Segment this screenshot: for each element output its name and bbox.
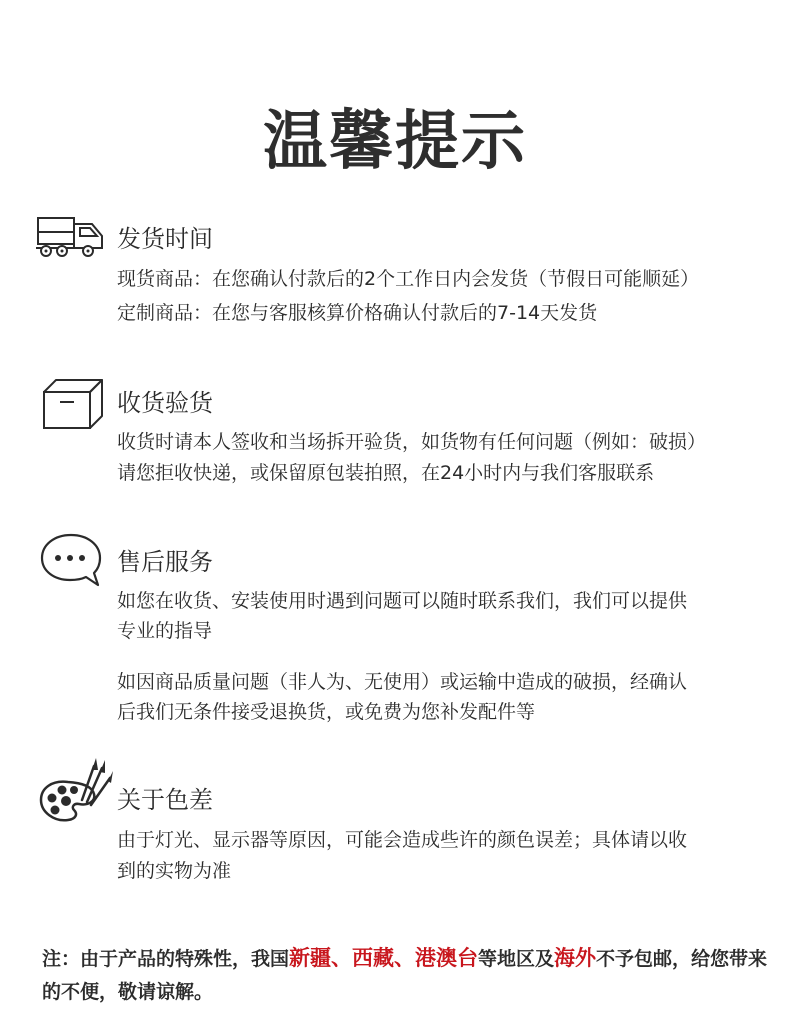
- notice-prefix: 注：由于产品的特殊性，我国: [42, 948, 290, 970]
- palette-icon: [38, 756, 114, 826]
- shipping-notice: [42, 942, 782, 1009]
- section-text-line: 收货时请本人签收和当场拆开验货，如货物有任何问题（例如：破损）: [117, 431, 707, 453]
- section-heading: 收货验货: [117, 389, 213, 417]
- section-text-line: 后我们无条件接受退换货，或免费为您补发配件等: [117, 701, 536, 723]
- section-text-line: 如您在收货、安装使用时遇到问题可以随时联系我们，我们可以提供: [117, 590, 688, 612]
- section-text-line: 现货商品：在您确认付款后的2个工作日内会发货（节假日可能顺延）: [117, 268, 700, 290]
- section-heading: 发货时间: [117, 225, 213, 253]
- package-box-icon: [40, 378, 106, 432]
- section-text-line: 专业的指导: [117, 620, 213, 642]
- section-text-line: 由于灯光、显示器等原因，可能会造成些许的颜色误差；具体请以收: [117, 829, 688, 851]
- section-text-line: 定制商品：在您与客服核算价格确认付款后的7-14天发货: [117, 302, 598, 324]
- truck-icon: [34, 214, 106, 260]
- notice-suffix: 不予包邮，给您带来的不便，敬请谅解。: [42, 948, 768, 1003]
- section-heading: 关于色差: [117, 786, 213, 814]
- section-text-line: 如因商品质量问题（非人为、无使用）或运输中造成的破损，经确认: [117, 671, 688, 693]
- section-heading: 售后服务: [117, 548, 213, 576]
- notice-middle: 等地区及: [478, 948, 555, 970]
- section-text-line: 请您拒收快递，或保留原包装拍照，在24小时内与我们客服联系: [117, 462, 655, 484]
- section-text-line: 到的实物为准: [117, 860, 232, 882]
- chat-bubble-icon: [38, 532, 104, 588]
- notice-overseas: 海外: [554, 946, 597, 970]
- page-title: 温馨提示: [263, 105, 527, 179]
- notice-regions: 新疆、西藏、港澳台: [289, 946, 479, 970]
